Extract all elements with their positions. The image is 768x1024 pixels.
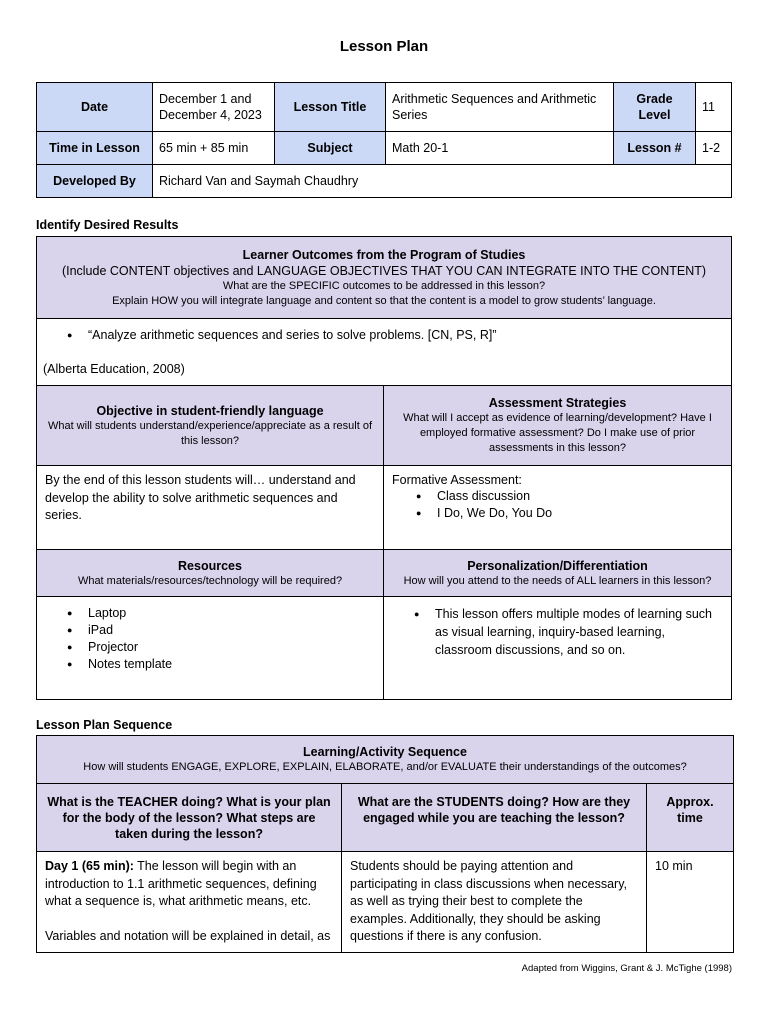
day1-text-continued: Variables and notation will be explained in detail, as xyxy=(45,928,331,943)
time-column-header: Approx. time xyxy=(647,784,734,852)
lesson-title-label: Lesson Title xyxy=(275,83,386,132)
lesson-number-value: 1-2 xyxy=(696,132,732,165)
resources-content xyxy=(37,597,384,700)
resources-subtitle: What materials/resources/technology will be required? xyxy=(77,574,343,587)
date-value: December 1 and December 4, 2023 xyxy=(153,83,275,132)
resource-item: ● Notes template xyxy=(43,656,377,673)
developed-by-value: Richard Van and Saymah Chaudhry xyxy=(153,165,732,198)
outcome-bullet: ● “Analyze arithmetic sequences and series to solve problems. [CN, PS, R]” xyxy=(43,327,725,344)
outcomes-title: Learner Outcomes from the Program of Studies xyxy=(242,247,526,262)
assessment-content xyxy=(384,466,732,550)
sequence-header xyxy=(37,736,734,784)
resources-header xyxy=(37,550,384,597)
objective-header xyxy=(37,386,384,466)
sequence-title: Learning/Activity Sequence xyxy=(303,745,467,759)
objective-content xyxy=(37,466,384,550)
sequence-table xyxy=(36,735,734,953)
personalization-subtitle: How will you attend to the needs of ALL learners in this lesson? xyxy=(403,574,712,587)
outcomes-subtitle-2: What are the SPECIFIC outcomes to be addressed in this lesson? xyxy=(222,279,546,292)
outcomes-header xyxy=(37,237,732,319)
personalization-content xyxy=(384,597,732,700)
teacher-column-header: What is the TEACHER doing? What is your plan for the body of the lesson? What steps are taken during the lesson? xyxy=(37,784,342,852)
page-title: Lesson Plan xyxy=(339,38,429,55)
outcomes-subtitle-3: Explain HOW you will integrate language and content so that the content is a model to grow students’ language. xyxy=(112,294,656,307)
assessment-intro: Formative Assessment: xyxy=(392,473,522,487)
assessment-item: ● Class discussion xyxy=(392,488,723,505)
objective-text: By the end of this lesson students will… understand and develop the ability to solve arithmetic sequences and series. xyxy=(45,473,356,522)
assessment-item: ● I Do, We Do, You Do xyxy=(392,505,723,522)
assessment-header xyxy=(384,386,732,466)
lesson-title-value: Arithmetic Sequences and Arithmetic Series xyxy=(386,83,614,132)
personalization-item: ● This lesson offers multiple modes of learning such as visual learning, inquiry-based learning, classroom discussions, and so on. xyxy=(390,605,719,659)
resource-item: ● Projector xyxy=(43,639,377,656)
day1-text: The lesson will begin with an introduction to 1.1 arithmetic sequences, defining what a sequence is, what arithmetic means, etc. xyxy=(45,859,317,908)
time-value: 65 min + 85 min xyxy=(153,132,275,165)
desired-results-heading: Identify Desired Results xyxy=(36,218,179,232)
grade-level-value: 11 xyxy=(696,83,732,132)
objective-title: Objective in student-friendly language xyxy=(96,403,324,418)
students-column-header: What are the STUDENTS doing? How are they engaged while you are teaching the lesson? xyxy=(342,784,647,852)
resource-item: ● iPad xyxy=(43,622,377,639)
subject-value: Math 20-1 xyxy=(386,132,614,165)
citation: (Alberta Education, 2008) xyxy=(43,362,185,376)
objective-subtitle: What will students understand/experience/appreciate as a result of this lesson? xyxy=(47,419,373,447)
subject-label: Subject xyxy=(275,132,386,165)
sequence-subtitle: How will students ENGAGE, EXPLORE, EXPLAIN, ELABORATE, and/or EVALUATE their understandings of the outcomes? xyxy=(83,761,687,773)
grade-level-label: Grade Level xyxy=(614,83,696,132)
teacher-day1-content xyxy=(37,852,342,953)
time-label: Time in Lesson xyxy=(37,132,153,165)
date-label: Date xyxy=(37,83,153,132)
lesson-number-label: Lesson # xyxy=(614,132,696,165)
assessment-title: Assessment Strategies xyxy=(488,396,627,410)
lesson-info-table xyxy=(36,82,732,198)
personalization-title: Personalization/Differentiation xyxy=(467,558,648,573)
personalization-header xyxy=(384,550,732,597)
outcomes-subtitle-1: (Include CONTENT objectives and LANGUAGE OBJECTIVES THAT YOU CAN INTEGRATE INTO THE CONTENT) xyxy=(61,263,707,278)
day1-time: 10 min xyxy=(647,852,734,953)
students-day1-content: Students should be paying attention and participating in class discussions when necessary, as well as trying their best to complete the examples. Additionally, they should be asking questions if there is any confusion. xyxy=(342,852,647,953)
sequence-heading: Lesson Plan Sequence xyxy=(36,718,173,732)
outcomes-content xyxy=(37,319,732,386)
day1-label: Day 1 (65 min): xyxy=(45,859,134,873)
developed-by-label: Developed By xyxy=(37,165,153,198)
resources-title: Resources xyxy=(178,558,242,573)
footer-attribution: Adapted from Wiggins, Grant & J. McTighe (1998) xyxy=(521,963,732,974)
assessment-subtitle: What will I accept as evidence of learning/development? Have I employed formative assessment? Do I make use of prior assessments in this lesson? xyxy=(403,412,712,454)
desired-results-table xyxy=(36,236,732,700)
resource-item: ● Laptop xyxy=(43,605,377,622)
